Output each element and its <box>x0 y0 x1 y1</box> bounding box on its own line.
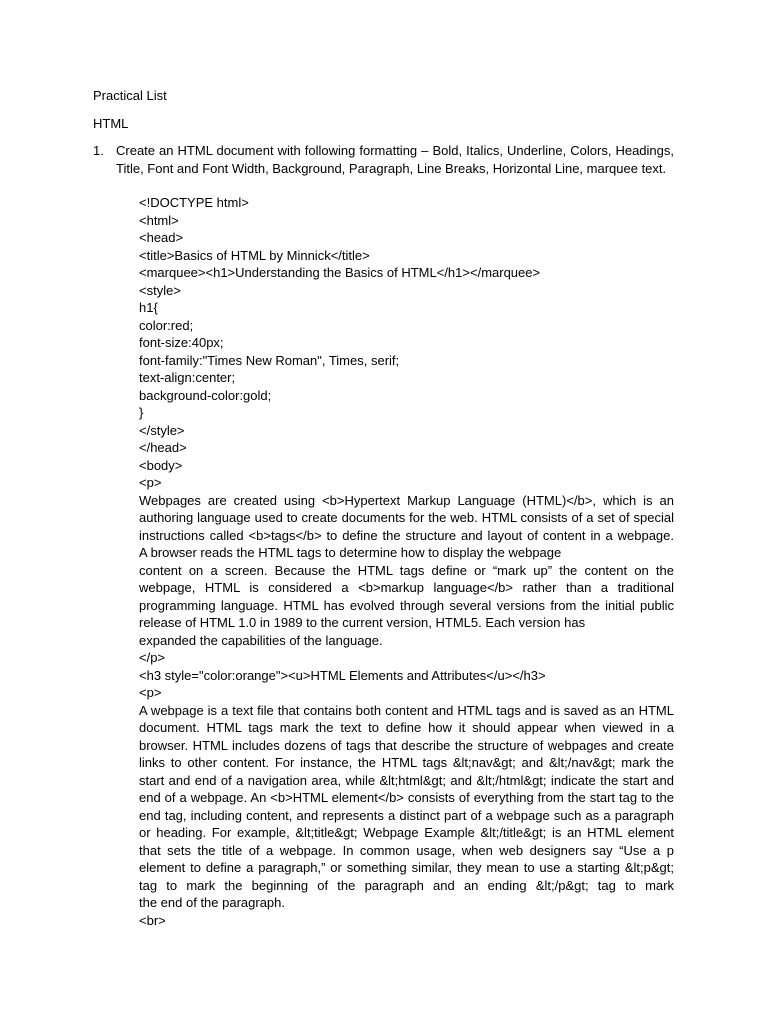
code-line: font-family:"Times New Roman", Times, serif; <box>139 352 400 368</box>
code-line: <title>Basics of HTML by Minnick</title> <box>139 247 370 263</box>
paragraph-1-text: content on a screen. Because the HTML tags define or “mark up” the content on the webpage, HTML is considered a <b>markup language</b> rather than a traditional programming language. HTML has evolved through several versions from the initial public <box>139 562 674 613</box>
code-line: <p> <box>139 685 162 700</box>
item-number: 1. <box>93 143 104 158</box>
code-line: font-size:40px; <box>139 335 224 350</box>
code-line: </style> <box>139 422 185 438</box>
code-line: } <box>139 405 144 420</box>
code-line: <h3 style="color:orange"><u>HTML Elements and Attributes</u></h3> <box>139 667 546 683</box>
code-line: </head> <box>139 440 187 455</box>
code-line: <head> <box>139 230 184 245</box>
code-line: <p> <box>139 475 162 490</box>
paragraph-2-text: the end of the paragraph. <box>139 895 286 910</box>
paragraph-1-text: expanded the capabilities of the language. <box>139 632 383 648</box>
code-line: <br> <box>139 912 166 928</box>
code-line: text-align:center; <box>139 370 236 385</box>
item-text: Create an HTML document with following formatting – Bold, Italics, Underline, Colors, Headings, Title, Font and Font Width, Background, Paragraph, Line Breaks, Horizontal Line, marquee text. <box>116 143 674 176</box>
paragraph-1-text: release of HTML 1.0 in 1989 to the current version, HTML5. Each version has <box>139 615 586 630</box>
paragraph-2-text: A webpage is a text file that contains both content and HTML tags and is saved as an HTML document. HTML tags mark the text to define how it should appear when viewed in a browser. HTML includes dozens of tags that describe the structure of webpages and create links to other content. For instance, the HTML tags &lt;nav&gt; and &lt;/nav&gt; mark the start and end of a navigation area, while &lt;html&gt; and &lt;/html&gt; indicate the start and end of a webpage. An <b>HTML element</b> consists of everything from the start tag to the end tag, including content, and represents a distinct part of a webpage such as a paragraph or heading. For example, &lt;title&gt; Webpage Example &lt;/title&gt; is an HTML element that sets the title of a webpage. In common usage, when web designers say “Use a p element to define a paragraph,” or something similar, they mean to use a starting &lt;p&gt; tag to mark the beginning of the paragraph and an ending &lt;/p&gt; tag to mark <box>139 702 674 893</box>
document-title: Practical List <box>93 88 167 103</box>
code-block <box>139 194 674 929</box>
code-line: h1{ <box>139 300 158 315</box>
code-line: <body> <box>139 457 183 473</box>
code-line: <marquee><h1>Understanding the Basics of HTML</h1></marquee> <box>139 265 541 280</box>
code-line: </p> <box>139 650 166 665</box>
paragraph-1-text: Webpages are created using <b>Hypertext Markup Language (HTML)</b>, which is an authoring language used to create documents for the web. HTML consists of a set of special instructions called <b>tags</b> to define the structure and layout of content in a webpage. <box>139 492 674 543</box>
section-heading: HTML <box>93 116 129 131</box>
paragraph-1-text: A browser reads the HTML tags to determine how to display the webpage <box>139 545 562 560</box>
code-line: background-color:gold; <box>139 387 272 403</box>
code-line: <style> <box>139 282 181 298</box>
practical-item <box>93 142 674 177</box>
code-line: <!DOCTYPE html> <box>139 195 249 210</box>
code-line: color:red; <box>139 317 194 333</box>
code-line: <html> <box>139 212 179 228</box>
